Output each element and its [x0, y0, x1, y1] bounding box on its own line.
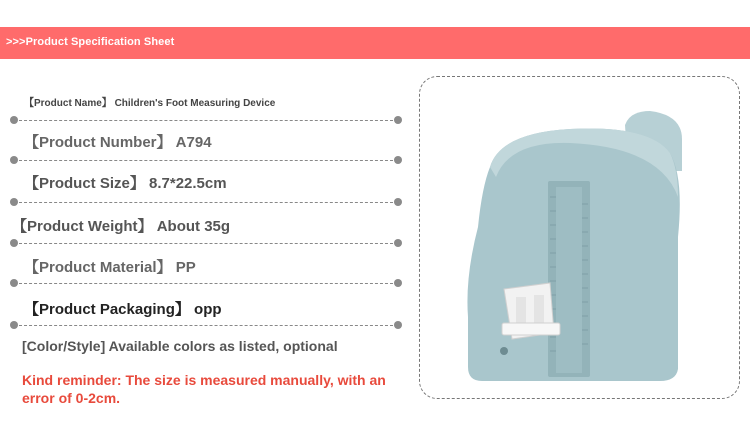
- spec-divider: [14, 243, 398, 244]
- spec-color-style: [Color/Style] Available colors as listed, optional: [22, 338, 338, 354]
- foot-measuring-device-image: [420, 77, 740, 399]
- spec-product-material: 【Product Material】 PP: [24, 259, 196, 276]
- product-image-frame: [419, 76, 740, 399]
- spec-product-name: 【Product Name】 Children's Foot Measuring Device: [24, 98, 276, 109]
- spec-product-packaging: 【Product Packaging】 opp: [24, 301, 222, 318]
- spec-divider: [14, 325, 398, 326]
- spec-divider: [14, 120, 398, 121]
- spec-product-size: 【Product Size】 8.7*22.5cm: [24, 175, 227, 192]
- spec-divider: [14, 202, 398, 203]
- kind-reminder: Kind reminder: The size is measured manually, with an error of 0-2cm.: [22, 372, 386, 406]
- spec-product-number: 【Product Number】 A794: [24, 134, 212, 151]
- spec-divider: [14, 160, 398, 161]
- spec-divider: [14, 283, 398, 284]
- spec-product-weight: 【Product Weight】 About 35g: [12, 218, 231, 235]
- header-title: >>>Product Specification Sheet: [6, 36, 175, 48]
